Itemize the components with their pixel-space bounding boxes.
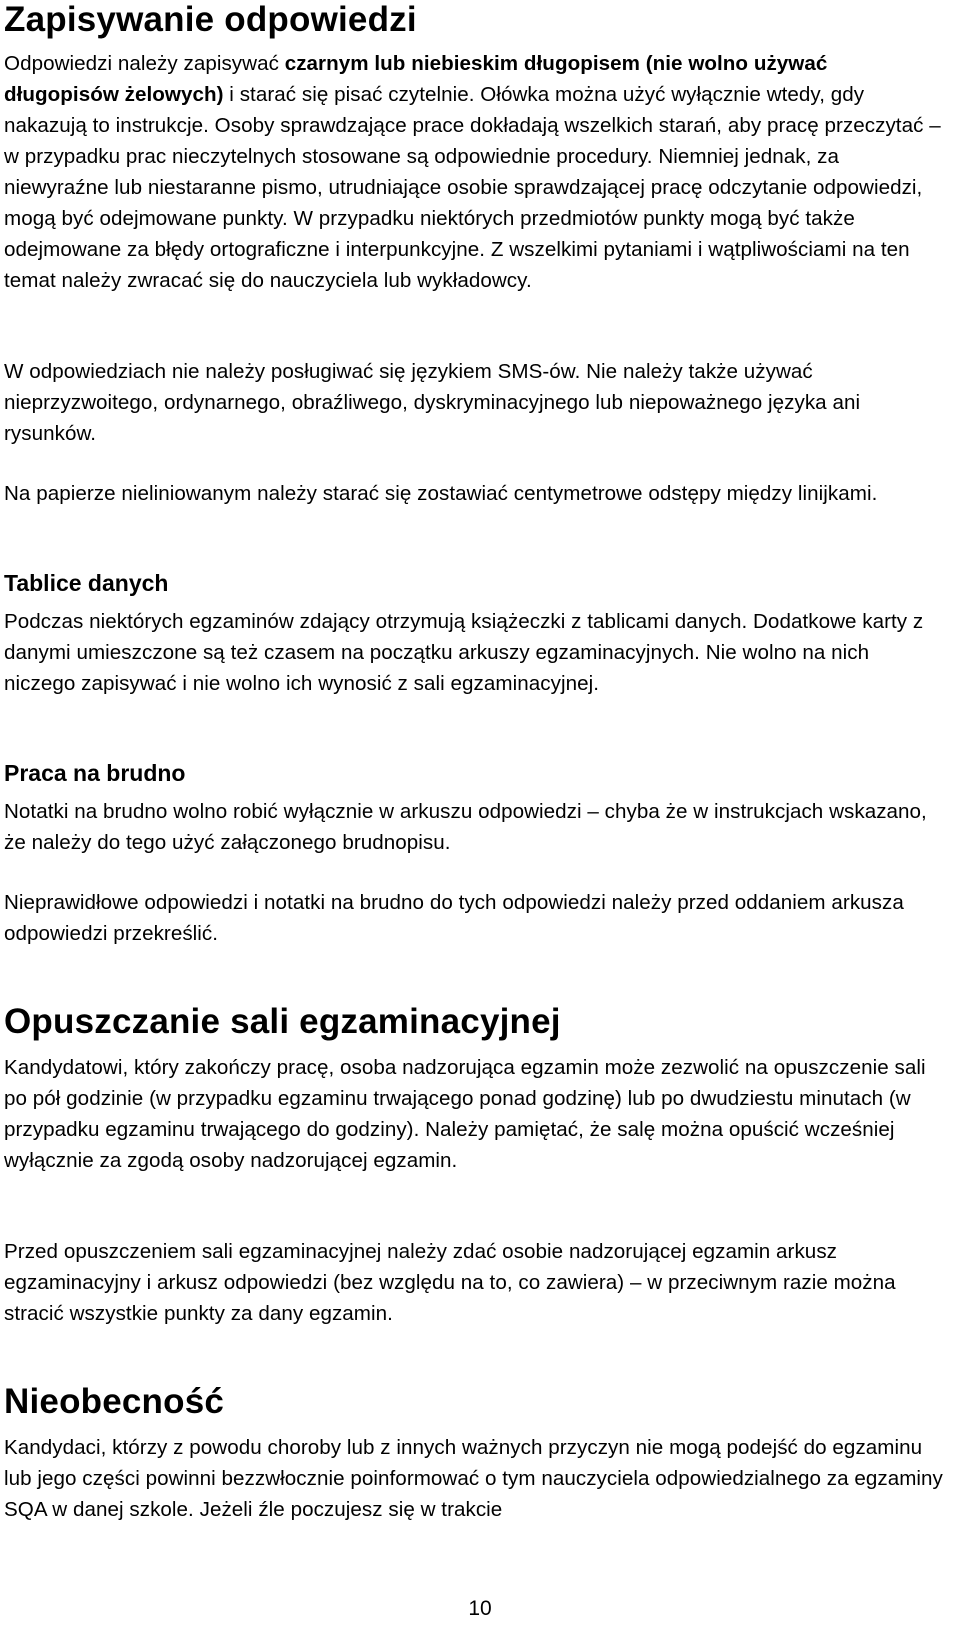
paragraph-zapisywanie-2: W odpowiedziach nie należy posługiwać się językiem SMS-ów. Nie należy także używać nieprzyzwoitego, ordynarnego, obraźliwego, dyskryminacyjnego lub niepoważnego języka ani rysunków.: [4, 360, 861, 445]
section-title-nieobecnosc: Nieobecność: [4, 1382, 225, 1421]
paragraph-bold-text: czarnym lub niebieskim długopisem (nie wolno używać długopisów żelowych): [4, 52, 828, 106]
section-title-opuszczanie: Opuszczanie sali egzaminacyjnej: [4, 1002, 561, 1041]
paragraph-opuszczanie-1: Kandydatowi, który zakończy pracę, osoba nadzorująca egzamin może zezwolić na opuszczenie sali po pół godzinie (w przypadku egzaminu trwającego ponad godzinę) lub po dwudziestu minutach (w przypadku egzaminu trwającego do godziny). Należy pamiętać, że salę można opuścić wcześniej wyłącznie za zgodą osoby nadzorującej egzamin.: [4, 1056, 926, 1172]
paragraph-opuszczanie-2: Przed opuszczeniem sali egzaminacyjnej należy zdać osobie nadzorującej egzamin arkusz egzaminacyjny i arkusz odpowiedzi (bez względu na to, co zawiera) – w przeciwnym razie można stracić wszystkie punkty za dany egzamin.: [4, 1240, 896, 1325]
paragraph-nieobecnosc-1: Kandydaci, którzy z powodu choroby lub z innych ważnych przyczyn nie mogą podejść do egzaminu lub jego części powinni bezzwłocznie poinformować o tym nauczyciela odpowiedzialnego za egzaminy SQA w danej szkole. Jeżeli źle poczujesz się w trakcie: [4, 1436, 943, 1521]
paragraph-tablice-1: Podczas niektórych egzaminów zdający otrzymują książeczki z tablicami danych. Dodatkowe karty z danymi umieszczone są też czasem na początku arkuszy egzaminacyjnych. Nie wolno na nich niczego zapisywać i nie wolno ich wynosić z sali egzaminacyjnej.: [4, 610, 924, 695]
section-title-zapisywanie: Zapisywanie odpowiedzi: [4, 0, 417, 39]
section-title-brudno: Praca na brudno: [4, 760, 186, 786]
paragraph-text: i starać się pisać czytelnie. Ołówka można użyć wyłącznie wtedy, gdy nakazują to instrukcje. Osoby sprawdzające prace dokładają wszelkich starań, aby pracę przeczytać – w przypadku prac nieczytelnych stosowane są odpowiednie procedury. Niemniej jednak, za niewyraźne lub niestaranne pismo, utrudniające osobie sprawdzającej pracę odczytanie odpowiedzi, mogą być odejmowane punkty. W przypadku niektórych przedmiotów punkty mogą być także odejmowane za błędy ortograficzne i interpunkcyjne. Z wszelkimi pytaniami i wątpliwościami na ten temat należy zwracać się do nauczyciela lub wykładowcy.: [4, 83, 941, 292]
paragraph-text: Odpowiedzi należy zapisywać: [4, 52, 285, 75]
page-number: 10: [468, 1597, 492, 1620]
paragraph-zapisywanie-3: Na papierze nieliniowanym należy starać się zostawiać centymetrowe odstępy między linijkami.: [4, 482, 878, 505]
paragraph-brudno-1: Notatki na brudno wolno robić wyłącznie w arkuszu odpowiedzi – chyba że w instrukcjach wskazano, że należy do tego użyć załączonego brudnopisu.: [4, 800, 927, 854]
section-title-tablice: Tablice danych: [4, 570, 169, 596]
paragraph-brudno-2: Nieprawidłowe odpowiedzi i notatki na brudno do tych odpowiedzi należy przed oddaniem arkusza odpowiedzi przekreślić.: [4, 891, 904, 945]
paragraph-zapisywanie-1: [4, 48, 944, 296]
